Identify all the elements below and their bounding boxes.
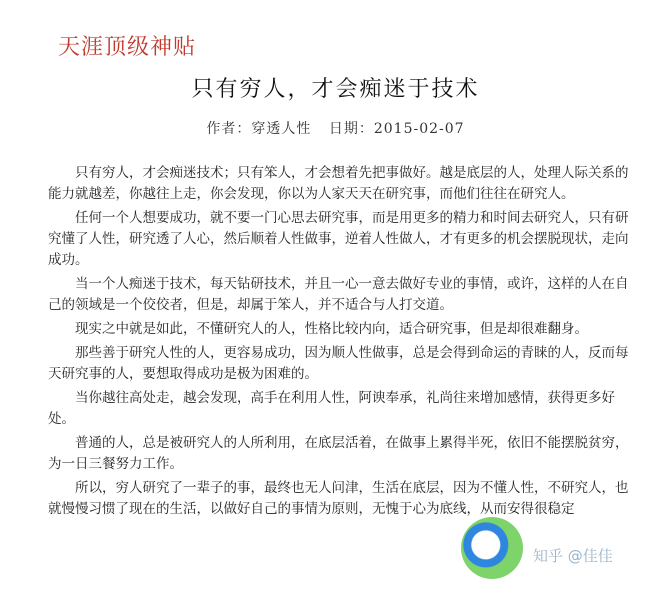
article-body [48,163,633,523]
paragraph-3: 当一个人痴迷于技术，每天钻研技术，并且一心一意去做好专业的事情，或许，这样的人在自己的领域是一个佼佼者，但是，却属于笨人，并不适合与人打交道。 [48,276,629,313]
date-label: 日期： [328,121,374,137]
author-name: 穿透人性 [251,121,312,137]
site-name: 天涯顶级神贴 [58,35,197,60]
publish-date: 2015-02-07 [373,121,465,137]
paragraph-1: 只有穷人，才会痴迷技术；只有笨人，才会想着先把事做好。越是底层的人，处理人际关系的能力就越差，你越往上走，你会发现，你以为人家天天在研究事，而他们往往在研究人。 [48,165,629,202]
watermark-text: 知乎 @佳佳 [533,547,613,565]
author-label: 作者： [206,121,252,137]
paragraph-7: 普通的人，总是被研究人的人所利用，在底层活着，在做事上累得半死，依旧不能摆脱贫穷，为一日三餐努力工作。 [48,435,629,472]
watermark-logo-icon [461,517,523,579]
paragraph-5: 那些善于研究人性的人，更容易成功，因为顺人性做事，总是会得到命运的青睐的人，反而每天研究事的人，要想取得成功是极为困难的。 [48,345,629,382]
watermark [461,517,661,587]
paragraph-4: 现实之中就是如此，不懂研究人的人，性格比较内向，适合研究事，但是却很难翻身。 [75,321,588,337]
author-info [206,121,311,137]
article-title: 只有穷人，才会痴迷于技术 [191,77,480,102]
paragraph-8: 所以，穷人研究了一辈子的事，最终也无人问津，生活在底层，因为不懂人性，不研究人，也就慢慢习惯了现在的生活，以做好自己的事情为原则，无愧于心为底线，从而安得很稳定 [48,480,629,517]
date-info [329,121,465,137]
paragraph-2: 任何一个人想要成功，就不要一门心思去研究事，而是用更多的精力和时间去研究人，只有研究懂了人性，研究透了人心，然后顺着人性做事，逆着人性做人，才有更多的机会摆脱现状，走向成功。 [48,210,629,268]
article-meta [0,118,671,138]
paragraph-6: 当你越往高处走，越会发现，高手在利用人性，阿谀奉承，礼尚往来增加感情，获得更多好处。 [48,390,615,427]
